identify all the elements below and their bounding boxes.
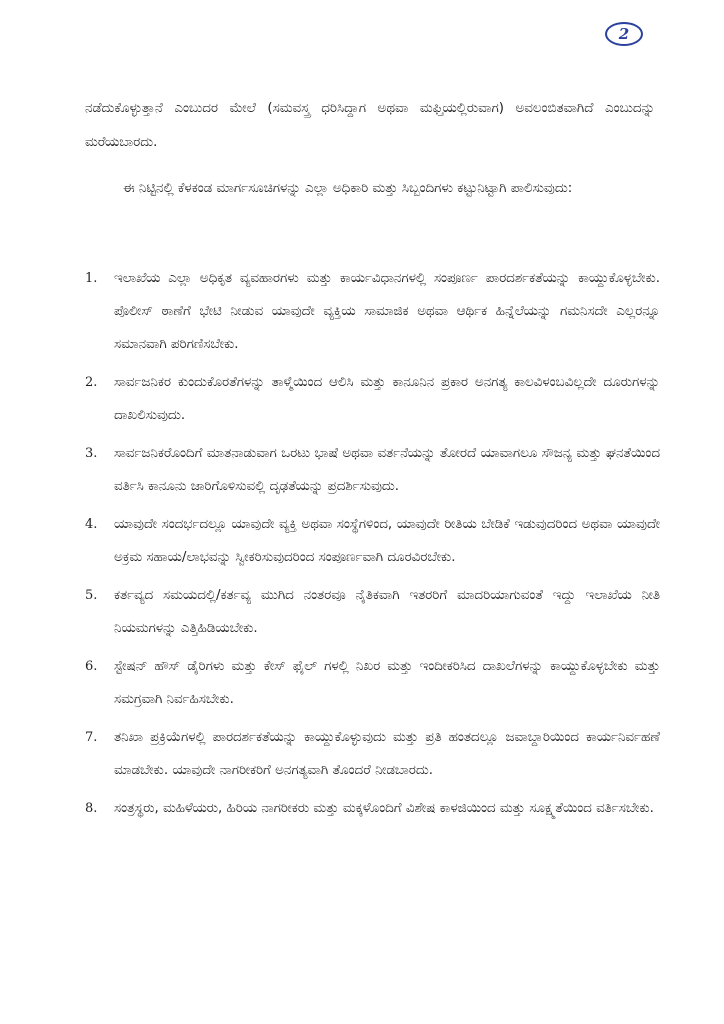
guideline-text: ಇಲಾಖೆಯ ಎಲ್ಲಾ ಅಧಿಕೃತ ವ್ಯವಹಾರಗಳು ಮತ್ತು ಕಾರ್ಯವಿಧಾನಗಳಲ್ಲಿ ಸಂಪೂರ್ಣ ಪಾರದರ್ಶಕತೆಯನ್ನು ಕಾಯ್ದುಕೊಳ್ಳಬೇಕು. ಪೊಲೀಸ್ ಠಾಣೆಗೆ ಭೇಟಿ ನೀಡುವ ಯಾವುದೇ ವ್ಯಕ್ತಿಯ ಸಾಮಾಜಿಕ ಅಥವಾ ಆರ್ಥಿಕ ಹಿನ್ನೆಲೆಯನ್ನು ಗಮನಿಸದೇ ಎಲ್ಲರನ್ನೂ ಸಮಾನವಾಗಿ ಪರಿಗಣಿಸಬೇಕು.: [114, 271, 660, 352]
guideline-item-8: [85, 792, 660, 825]
guideline-text: ಸಾರ್ವಜನಿಕರೊಂದಿಗೆ ಮಾತನಾಡುವಾಗ ಒರಟು ಭಾಷೆ ಅಥವಾ ವರ್ತನೆಯನ್ನು ತೋರದೆ ಯಾವಾಗಲೂ ಸೌಜನ್ಯ ಮತ್ತು ಘನತೆಯಿಂದ ವರ್ತಿಸಿ ಕಾನೂನು ಜಾರಿಗೊಳಿಸುವಲ್ಲಿ ದೃಢತೆಯನ್ನು ಪ್ರದರ್ಶಿಸುವುದು.: [114, 446, 660, 494]
page-number: 2: [605, 22, 643, 46]
guideline-text: ಸಂತ್ರಸ್ಥರು, ಮಹಿಳೆಯರು, ಹಿರಿಯ ನಾಗರೀಕರು ಮತ್ತು ಮಕ್ಕಳೊಂದಿಗೆ ವಿಶೇಷ ಕಾಳಜಿಯಿಂದ ಮತ್ತು ಸೂಕ್ಷ್ಮತೆಯಿಂದ ವರ್ತಿಸಬೇಕು.: [114, 801, 654, 816]
guideline-text: ತನಿಖಾ ಪ್ರಕ್ರಿಯೆಗಳಲ್ಲಿ ಪಾರದರ್ಶಕತೆಯನ್ನು ಕಾಯ್ದುಕೊಳ್ಳುವುದು ಮತ್ತು ಪ್ರತಿ ಹಂತದಲ್ಲೂ ಜವಾಬ್ದಾರಿಯಿಂದ ಕಾರ್ಯನಿರ್ವಹಣೆ ಮಾಡಬೇಕು. ಯಾವುದೇ ನಾಗರೀಕರಿಗೆ ಅನಗತ್ಯವಾಗಿ ತೊಂದರೆ ನೀಡಬಾರದು.: [114, 730, 660, 778]
guideline-text: ಸ್ಟೇಷನ್ ಹೌಸ್ ಡೈರಿಗಳು ಮತ್ತು ಕೇಸ್ ಫೈಲ್ ಗಳಲ್ಲಿ ನಿಖರ ಮತ್ತು ಇಂದೀಕರಿಸಿದ ದಾಖಲೆಗಳನ್ನು ಕಾಯ್ದುಕೊಳ್ಳಬೇಕು ಮತ್ತು ಸಮಗ್ರವಾಗಿ ನಿರ್ವಹಿಸಬೇಕು.: [114, 659, 660, 707]
guideline-item-4: [85, 508, 660, 574]
guideline-number: 7.: [85, 730, 98, 745]
guideline-item-7: [85, 721, 660, 787]
guideline-item-3: [85, 437, 660, 503]
guidelines-list: [85, 262, 660, 825]
guideline-number: 2.: [85, 375, 98, 390]
paragraph-continuation: ನಡೆದುಕೊಳ್ಳುತ್ತಾನೆ ಎಂಬುದರ ಮೇಲೆ (ಸಮವಸ್ತ್ರ ಧರಿಸಿದ್ದಾಗ ಅಥವಾ ಮಫ್ತಿಯಲ್ಲಿರುವಾಗ) ಅವಲಂಬಿತವಾಗಿದೆ ಎಂಬುದನ್ನು ಮರೆಯಬಾರದು.: [85, 101, 655, 150]
guideline-number: 4.: [85, 517, 98, 532]
guideline-number: 5.: [85, 588, 98, 603]
guideline-item-2: [85, 366, 660, 432]
guideline-text: ಯಾವುದೇ ಸಂದರ್ಭದಲ್ಲೂ ಯಾವುದೇ ವ್ಯಕ್ತಿ ಅಥವಾ ಸಂಸ್ಥೆಗಳಿಂದ, ಯಾವುದೇ ರೀತಿಯ ಬೇಡಿಕೆ ಇಡುವುದರಿಂದ ಅಥವಾ ಯಾವುದೇ ಅಕ್ರಮ ಸಹಾಯ/ಲಾಭವನ್ನು ಸ್ವೀಕರಿಸುವುದರಿಂದ ಸಂಪೂರ್ಣವಾಗಿ ದೂರವಿರಬೇಕು.: [114, 517, 660, 565]
guideline-text: ಸಾರ್ವಜನಿಕರ ಕುಂದುಕೊರತೆಗಳನ್ನು ತಾಳ್ಮೆಯಿಂದ ಆಲಿಸಿ ಮತ್ತು ಕಾನೂನಿನ ಪ್ರಕಾರ ಅನಗತ್ಯ ಕಾಲವಿಳಂಬವಿಲ್ಲದೇ ದೂರುಗಳನ್ನು ದಾಖಲಿಸುವುದು.: [114, 375, 660, 423]
guideline-text: ಕರ್ತವ್ಯದ ಸಮಯದಲ್ಲಿ/ಕರ್ತವ್ಯ ಮುಗಿದ ನಂತರವೂ ನೈತಿಕವಾಗಿ ಇತರರಿಗೆ ಮಾದರಿಯಾಗುವಂತೆ ಇದ್ದು ಇಲಾಖೆಯ ನೀತಿ ನಿಯಮಗಳನ್ನು ಎತ್ತಿಹಿಡಿಯಬೇಕು.: [114, 588, 660, 636]
guideline-number: 1.: [85, 271, 98, 286]
guideline-number: 3.: [85, 446, 98, 461]
guideline-number: 8.: [85, 801, 98, 816]
guideline-item-1: [85, 262, 660, 361]
guideline-number: 6.: [85, 659, 98, 674]
guideline-item-5: [85, 579, 660, 645]
guideline-item-6: [85, 650, 660, 716]
paragraph-intro: ಈ ನಿಟ್ಟಿನಲ್ಲಿ ಕೆಳಕಂಡ ಮಾರ್ಗಸೂಚಿಗಳನ್ನು ಎಲ್ಲಾ ಅಧಿಕಾರಿ ಮತ್ತು ಸಿಬ್ಬಂದಿಗಳು ಕಟ್ಟುನಿಟ್ಟಾಗಿ ಪಾಲಿಸುವುದು:: [123, 181, 573, 196]
